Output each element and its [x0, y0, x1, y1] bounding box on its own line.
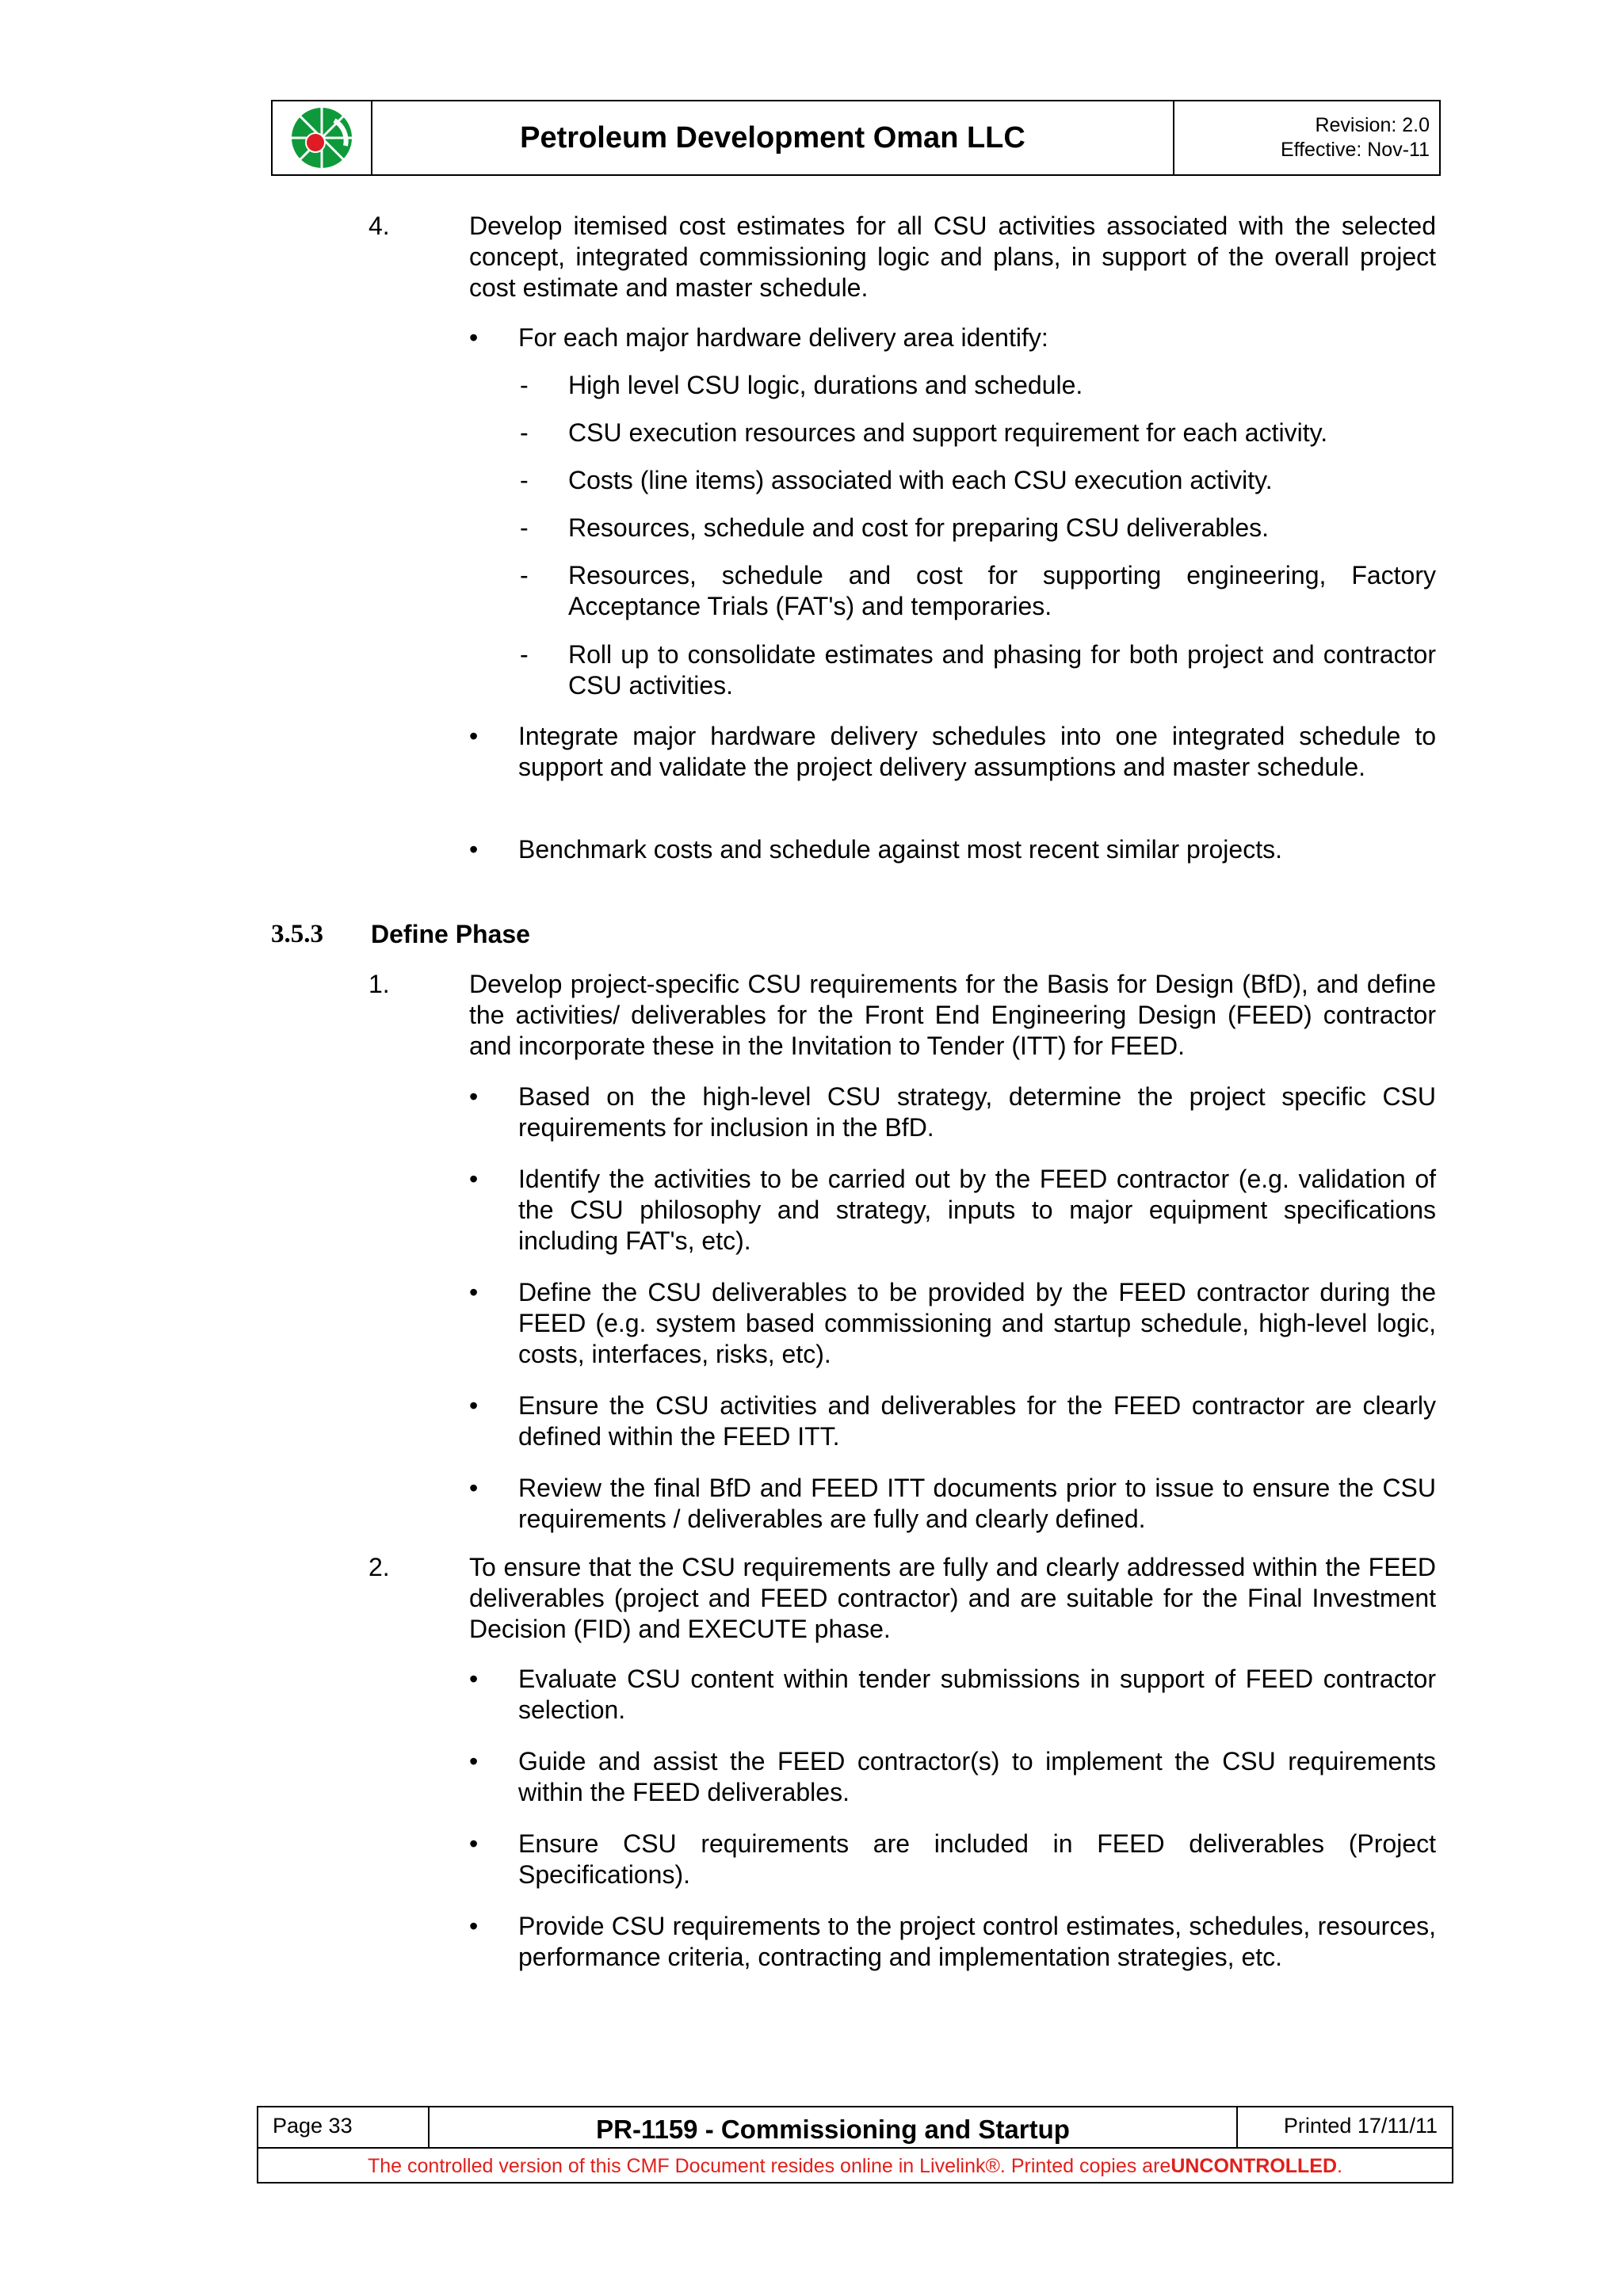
bullet-marker: • — [469, 1912, 479, 1940]
sub-item-text: Costs (line items) associated with each CSU execution activity. — [568, 466, 1273, 494]
bullet-text: For each major hardware delivery area identify: — [518, 323, 1048, 352]
notice-text: The controlled version of this CMF Document resides online in Livelink®. Printed copies are — [367, 2154, 1171, 2177]
page-footer — [257, 2106, 1453, 2183]
pdo-logo-icon — [288, 105, 355, 171]
bullet-marker: • — [469, 1391, 479, 1420]
list-number: 2. — [369, 1553, 390, 1581]
sub-item-text: High level CSU logic, durations and schedule. — [568, 371, 1083, 399]
company-logo — [273, 101, 372, 174]
dash-marker: - — [520, 466, 529, 494]
notice-end: . — [1337, 2154, 1342, 2177]
revision-label: Revision: 2.0 — [1315, 114, 1430, 136]
page-number: Page 33 — [258, 2107, 430, 2147]
bullet-marker: • — [469, 323, 479, 352]
dash-marker: - — [520, 640, 529, 669]
bullet-marker: • — [469, 722, 479, 750]
bullet-text: Based on the high-level CSU strategy, determine the project specific CSU requirements for inclusion in the BfD. — [518, 1082, 1436, 1142]
document-title: PR-1159 - Commissioning and Startup — [430, 2107, 1238, 2147]
bullet-marker: • — [469, 1474, 479, 1502]
bullet-text: Review the final BfD and FEED ITT documents prior to issue to ensure the CSU requirements / deliverables are fully and clearly defined. — [518, 1474, 1436, 1533]
section-title: Define Phase — [371, 920, 530, 948]
bullet-text: Ensure CSU requirements are included in FEED deliverables (Project Specifications). — [518, 1829, 1436, 1889]
bullet-marker: • — [469, 1747, 479, 1775]
bullet-text: Define the CSU deliverables to be provided by the FEED contractor during the FEED (e.g. system based commissioning and startup schedule, high-level logic, costs, interfaces, risks, etc). — [518, 1278, 1436, 1368]
dash-marker: - — [520, 513, 529, 542]
controlled-copy-notice — [258, 2149, 1452, 2183]
list-number: 4. — [369, 212, 390, 240]
sub-item-text: Resources, schedule and cost for preparing CSU deliverables. — [568, 513, 1270, 542]
bullet-text: Identify the activities to be carried out by the FEED contractor (e.g. validation of the CSU philosophy and strategy, inputs to major equipment specifications including FAT's, etc). — [518, 1165, 1436, 1255]
sub-item-text: Resources, schedule and cost for supporting engineering, Factory Acceptance Trials (FAT's) and temporaries. — [568, 561, 1436, 620]
paragraph: Develop itemised cost estimates for all CSU activities associated with the selected concept, integrated commissioning logic and plans, in support of the overall project cost estimate and master schedule. — [469, 212, 1436, 302]
effective-date: Effective: Nov-11 — [1280, 139, 1430, 161]
bullet-text: Integrate major hardware delivery schedules into one integrated schedule to support and validate the project delivery assumptions and master schedule. — [518, 722, 1436, 781]
bullet-marker: • — [469, 1829, 479, 1858]
sub-item-text: CSU execution resources and support requirement for each activity. — [568, 418, 1328, 447]
bullet-marker: • — [469, 1165, 479, 1193]
bullet-text: Benchmark costs and schedule against most recent similar projects. — [518, 835, 1282, 864]
paragraph: To ensure that the CSU requirements are fully and clearly addressed within the FEED deliverables (project and FEED contractor) and are suitable for the Final Investment Decision (FID) and EXECUTE phase. — [469, 1553, 1436, 1643]
page-header — [271, 100, 1441, 176]
bullet-marker: • — [469, 1082, 479, 1111]
list-number: 1. — [369, 970, 390, 998]
bullet-text: Evaluate CSU content within tender submissions in support of FEED contractor selection. — [518, 1665, 1436, 1724]
notice-uncontrolled: UNCONTROLLED — [1170, 2154, 1338, 2177]
section-number: 3.5.3 — [271, 920, 323, 948]
bullet-text: Ensure the CSU activities and deliverables for the FEED contractor are clearly defined within the FEED ITT. — [518, 1391, 1436, 1451]
bullet-marker: • — [469, 1665, 479, 1693]
sub-item-text: Roll up to consolidate estimates and phasing for both project and contractor CSU activities. — [568, 640, 1436, 700]
bullet-marker: • — [469, 1278, 479, 1306]
revision-info — [1174, 101, 1439, 174]
bullet-marker: • — [469, 835, 479, 864]
bullet-text: Provide CSU requirements to the project control estimates, schedules, resources, performance criteria, contracting and implementation strategies, etc. — [518, 1912, 1436, 1971]
dash-marker: - — [520, 418, 529, 447]
printed-date: Printed 17/11/11 — [1283, 2114, 1438, 2138]
dash-marker: - — [520, 561, 529, 589]
dash-marker: - — [520, 371, 529, 399]
paragraph: Develop project-specific CSU requirements for the Basis for Design (BfD), and define the activities/ deliverables for the Front End Engineering Design (FEED) contractor and incorporate these in the Invitation to Tender (ITT) for FEED. — [469, 970, 1436, 1060]
bullet-text: Guide and assist the FEED contractor(s) to implement the CSU requirements within the FEED deliverables. — [518, 1747, 1436, 1806]
company-name: Petroleum Development Oman LLC — [372, 101, 1174, 174]
